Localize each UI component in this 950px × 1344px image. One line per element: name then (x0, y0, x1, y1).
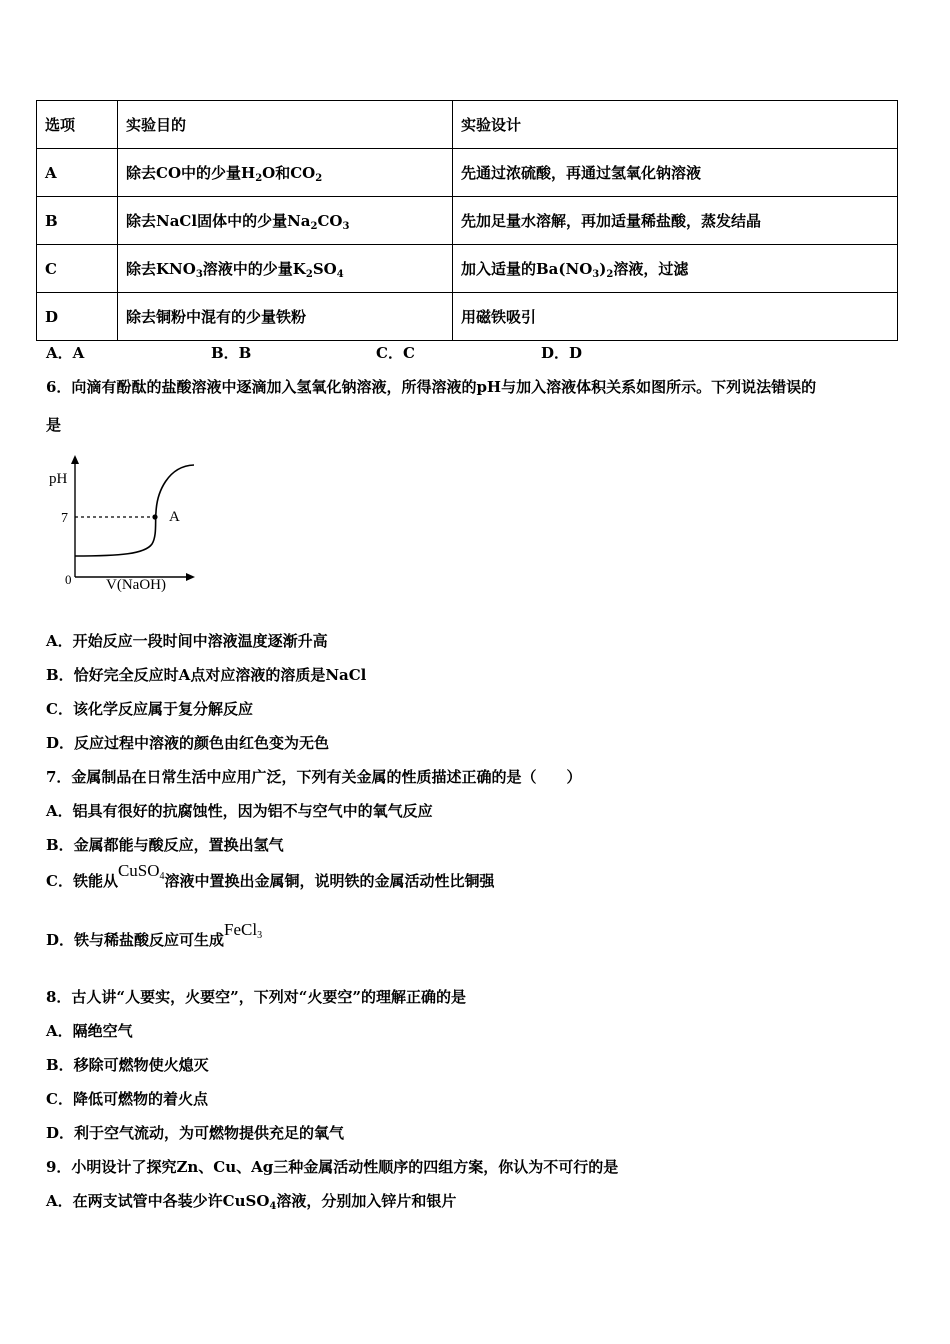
table-row (37, 293, 898, 341)
q5-option-a[interactable]: A．A (46, 344, 85, 362)
q7-c-suffix: 溶液中置换出金属铜，说明铁的金属活动性比铜强 (164, 872, 495, 890)
q6-option-c[interactable]: C．该化学反应属于复分解反应 (46, 700, 253, 718)
row-design: 先通过浓硫酸，再通过氢氧化钠溶液 (453, 149, 898, 197)
q9-option-a[interactable]: A．在两支试管中各装少许CuSO$_4$溶液，分别加入锌片和银片 (46, 1192, 457, 1212)
row-design: 用磁铁吸引 (453, 293, 898, 341)
row-purpose: 除去CO中的少量$H_2O$和$CO_2$ (118, 149, 453, 197)
q6-stem: 6．向滴有酚酞的盐酸溶液中逐滴加入氢氧化钠溶液，所得溶液的pH与加入溶液体积关系如图所示。下列说法错误的 (46, 378, 817, 396)
q7-option-c[interactable] (46, 861, 495, 892)
q8-option-a[interactable]: A．隔绝空气 (46, 1022, 133, 1040)
y-axis-label: pH (49, 471, 68, 487)
row-option: A (37, 149, 118, 197)
row-option: C (37, 245, 118, 293)
q7-c-prefix: C．铁能从 (46, 872, 118, 890)
x-axis-label: V(NaOH) (106, 577, 166, 593)
row-purpose: 除去$KNO_3$溶液中的少量$K_2SO_4$ (118, 245, 453, 293)
origin-label: 0 (65, 572, 72, 587)
row-purpose: 除去NaCl固体中的少量$Na_2CO_3$ (118, 197, 453, 245)
q6-option-d[interactable]: D．反应过程中溶液的颜色由红色变为无色 (46, 734, 330, 752)
experiment-table (36, 100, 898, 341)
table-header-row (37, 101, 898, 149)
q6-option-a[interactable]: A．开始反应一段时间中溶液温度逐渐升高 (46, 632, 328, 650)
q5-option-c[interactable]: C．C (376, 344, 415, 362)
header-design: 实验设计 (453, 101, 898, 149)
q7-option-b[interactable]: B．金属都能与酸反应，置换出氢气 (46, 836, 284, 854)
q8-option-d[interactable]: D．利于空气流动，为可燃物提供充足的氧气 (46, 1124, 345, 1142)
row-purpose: 除去铜粉中混有的少量铁粉 (118, 293, 453, 341)
q7-stem: 7．金属制品在日常生活中应用广泛，下列有关金属的性质描述正确的是（ ） (46, 768, 582, 786)
q8-option-c[interactable]: C．降低可燃物的着火点 (46, 1090, 208, 1108)
q6-option-b[interactable]: B．恰好完全反应时A点对应溶液的溶质是NaCl (46, 666, 367, 684)
y-tick-7: 7 (61, 511, 68, 526)
header-purpose: 实验目的 (118, 101, 453, 149)
q8-stem: 8．古人讲“人要实，火要空”，下列对“火要空”的理解正确的是 (46, 988, 466, 1006)
row-option: D (37, 293, 118, 341)
point-a-label: A (169, 509, 180, 525)
q7-d-prefix: D．铁与稀盐酸反应可生成 (46, 931, 225, 949)
q7-option-a[interactable]: A．铝具有很好的抗腐蚀性，因为铝不与空气中的氧气反应 (46, 802, 433, 820)
cuso4-formula: CuSO$_4$ (117, 861, 165, 882)
table-row (37, 197, 898, 245)
ph-graph (40, 452, 210, 602)
table-row (37, 245, 898, 293)
row-design: 加入适量的$Ba(NO_3)_2$溶液，过滤 (453, 245, 898, 293)
y-axis-arrow (71, 455, 79, 464)
q9-stem: 9．小明设计了探究Zn、Cu、Ag三种金属活动性顺序的四组方案，你认为不可行的是 (46, 1158, 619, 1176)
fecl3-formula: FeCl$_3$ (224, 920, 263, 941)
point-a-marker (152, 514, 157, 519)
q5-option-b[interactable]: B．B (211, 344, 252, 362)
header-option: 选项 (37, 101, 118, 149)
q6-stem-cont: 是 (46, 416, 62, 434)
table-row (37, 149, 898, 197)
row-design: 先加足量水溶解，再加适量稀盐酸，蒸发结晶 (453, 197, 898, 245)
q5-options (46, 342, 706, 363)
x-axis-arrow (186, 573, 195, 581)
row-option: B (37, 197, 118, 245)
q7-option-d[interactable] (46, 920, 263, 951)
q5-option-d[interactable]: D．D (541, 344, 583, 362)
q8-option-b[interactable]: B．移除可燃物使火熄灭 (46, 1056, 209, 1074)
